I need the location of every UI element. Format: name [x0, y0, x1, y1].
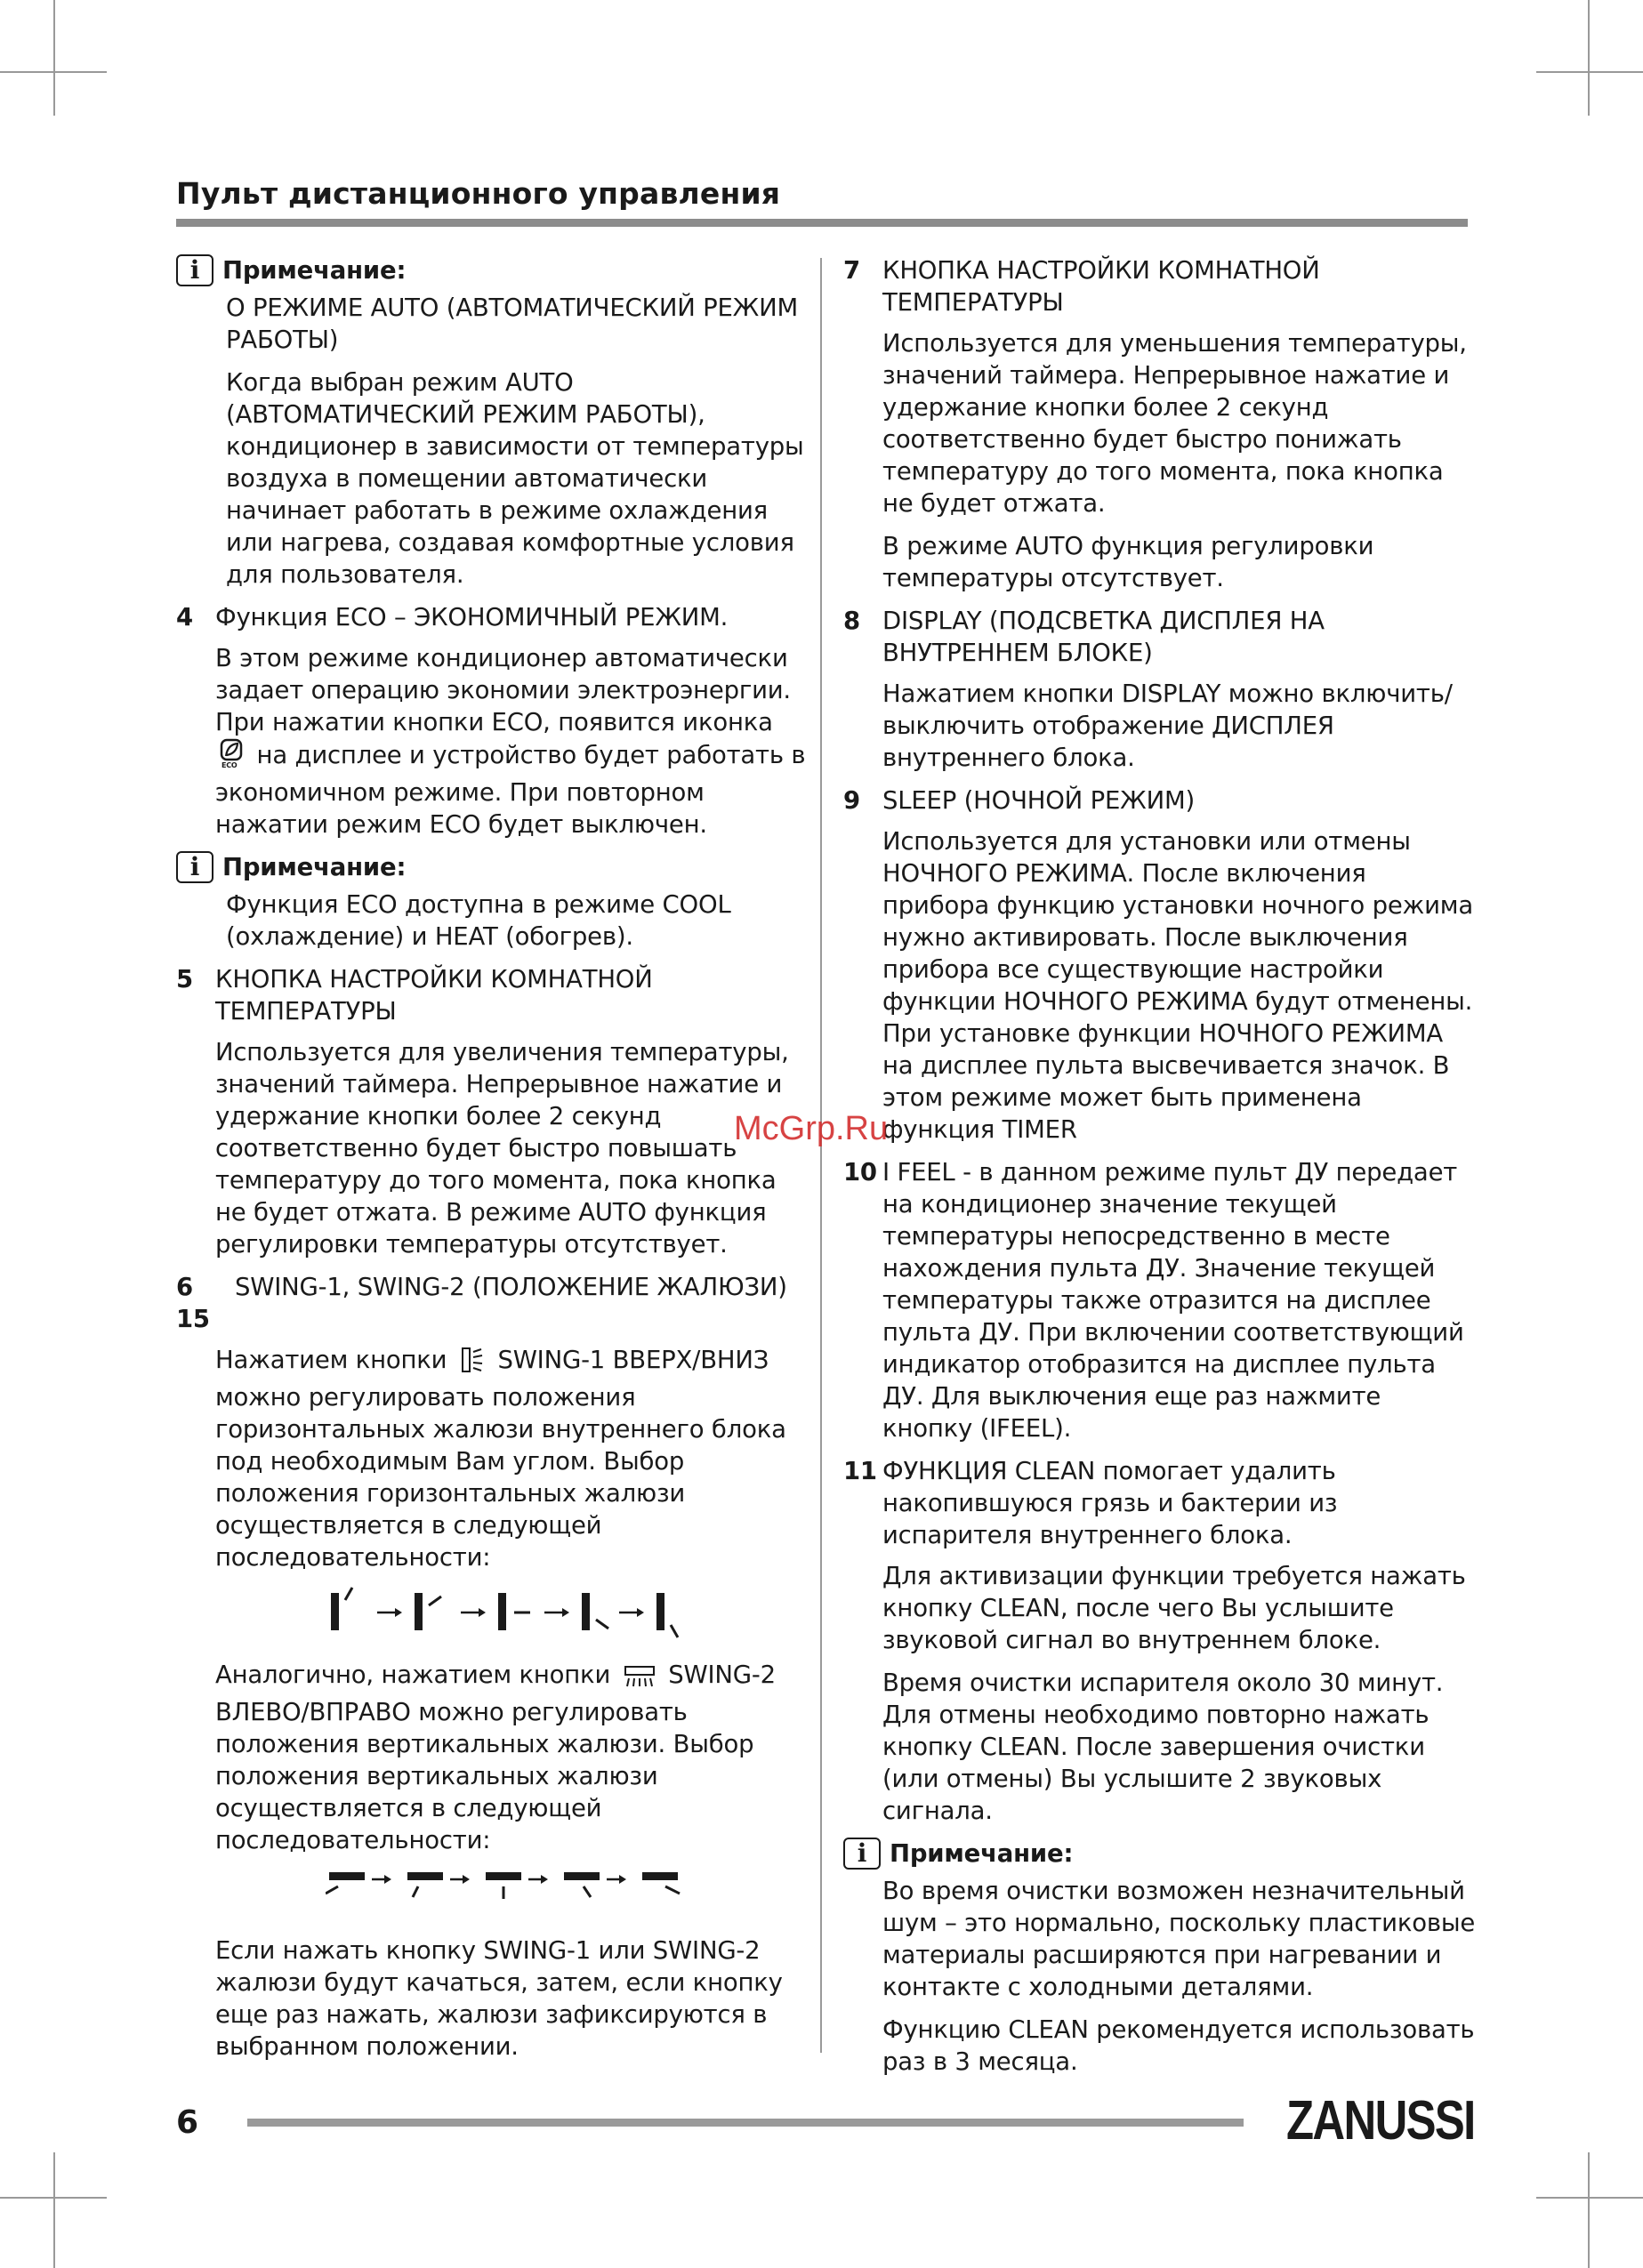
item-body [176, 642, 809, 840]
column-divider [820, 258, 822, 2053]
item-4 [176, 601, 809, 840]
item-paragraph: Нажатием кнопки DISPLAY можно включить/выключить отображение ДИСПЛЕЯ внутреннего блока. [882, 680, 1453, 772]
crop-mark [53, 2152, 55, 2268]
eco-text-a: В этом режиме кондиционер автоматически задает операцию экономии электроэнергии. При нажатии кнопки ECO, появится иконка [215, 644, 791, 736]
item-number: 5 [176, 965, 193, 993]
left-column [176, 254, 809, 2073]
item-header [176, 601, 809, 633]
item-number: 4 [176, 603, 193, 631]
item-header [843, 254, 1477, 318]
item-header [843, 605, 1477, 669]
louver-sequence-leftright [326, 1867, 699, 1917]
crop-mark [1536, 71, 1643, 73]
item-body [843, 1560, 1477, 1827]
item-title: КНОПКА НАСТРОЙКИ КОМНАТНОЙ ТЕМПЕРАТУРЫ [215, 965, 653, 1025]
note-header [176, 254, 809, 286]
crop-mark [0, 71, 107, 73]
item-text: I FEEL - в данном режиме пульт ДУ передает на кондиционер значение текущей температуры непосредственно в месте нахождения пульта ДУ. Значение текущей температуры также отразится на дисплее пульта ДУ. При включении соответствующий индикатор отобразится на дисплее пульта ДУ. Для выключения еще раз нажмите кнопку (IFEEL). [882, 1158, 1464, 1443]
header-rule [176, 219, 1468, 227]
item-body [843, 678, 1477, 774]
page-title: Пульт дистанционного управления [176, 176, 781, 211]
swing1-text-a: Нажатием кнопки [215, 1346, 447, 1374]
eco-text-b: на дисплее и устройство будет работать в экономичном режиме. При повторном нажатии режим ECO будет выключен. [215, 741, 806, 839]
brand-logo: ZANUSSI [1286, 2090, 1475, 2151]
crop-mark [1588, 0, 1590, 116]
item-header [176, 1271, 809, 1335]
note-auto [176, 254, 809, 591]
footer-rule [247, 2119, 1244, 2127]
item-6-15 [176, 1271, 809, 2063]
item-7 [843, 254, 1477, 594]
swing1-text-b: SWING-1 ВВЕРХ/ВНИЗ можно регулировать положения горизонтальных жалюзи внутреннего блока под необходимым Вам углом. Выбор положения горизонтальных жалюзи осуществляется в следующей последовательности: [215, 1346, 786, 1572]
crop-mark [0, 2197, 107, 2199]
item-header [176, 963, 809, 1027]
item-5 [176, 963, 809, 1260]
item-paragraph: Для активизации функции требуется нажать кнопку CLEAN, после чего Вы услышите звуковой сигнал во внутреннем блоке. [882, 1562, 1466, 1654]
item-text: ФУНКЦИЯ CLEAN помогает удалить накопившуюся грязь и бактерии из испарителя внутреннего блока. [882, 1457, 1338, 1549]
item-number: 7 [843, 256, 860, 285]
note-label: Примечание: [890, 1839, 1074, 1868]
item-number: 9 [843, 786, 860, 815]
info-icon: i [843, 1838, 881, 1870]
swing2-text-a: Аналогично, нажатием кнопки [215, 1661, 611, 1689]
info-icon: i [176, 254, 213, 286]
note-paragraph: Когда выбран режим AUTO (АВТОМАТИЧЕСКИЙ РЕЖИМ РАБОТЫ), кондиционер в зависимости от температуры воздуха в помещении автоматически начинает работать в режиме охлаждения или нагрева, создавая комфортные условия для пользователя. [226, 368, 804, 589]
page-number: 6 [176, 2104, 199, 2141]
item-body [176, 1344, 809, 2063]
item-paragraph: Время очистки испарителя около 30 минут. Для отмены необходимо повторно нажать кнопку CLEAN. После завершения очистки (или отмены) Вы услышите 2 звуковых сигнала. [882, 1669, 1444, 1825]
note-body [176, 889, 809, 953]
vertical-louver-sequence [215, 1584, 809, 1641]
horizontal-louver-sequence [215, 1867, 809, 1917]
item-body [176, 1036, 809, 1260]
item-title: КНОПКА НАСТРОЙКИ КОМНАТНОЙ ТЕМПЕРАТУРЫ [882, 256, 1320, 317]
note-clean [843, 1838, 1477, 2078]
item-8 [843, 605, 1477, 774]
crop-mark [53, 0, 55, 116]
swing2-text-b: SWING-2 ВЛЕВО/ВПРАВО можно регулировать положения вертикальных жалюзи. Выбор положения вертикальных жалюзи осуществляется в следующей последовательности: [215, 1661, 776, 1854]
item-11 [843, 1455, 1477, 1827]
note-label: Примечание: [222, 256, 407, 285]
item-number: 10 [843, 1158, 877, 1186]
note-header [176, 851, 809, 883]
item-header [843, 1455, 1477, 1551]
item-body [843, 327, 1477, 594]
item-10 [843, 1156, 1477, 1444]
item-number: 6 15 [176, 1273, 210, 1333]
item-title: Функция ECO – ЭКОНОМИЧНЫЙ РЕЖИМ. [215, 603, 729, 631]
note-eco [176, 851, 809, 953]
note-paragraph: Функция ECO доступна в режиме COOL (охлаждение) и HEAT (обогрев). [226, 890, 731, 951]
item-number: 11 [843, 1457, 877, 1485]
item-number: 8 [843, 607, 860, 635]
crop-mark [1536, 2197, 1643, 2199]
note-label: Примечание: [222, 853, 407, 881]
item-9 [843, 784, 1477, 1146]
item-title: SWING-1, SWING-2 (ПОЛОЖЕНИЕ ЖАЛЮЗИ) [235, 1273, 787, 1301]
swing-updown-icon [460, 1347, 485, 1381]
item-paragraph: Используется для уменьшения температуры, значений таймера. Непрерывное нажатие и удержание кнопки более 2 секунд соответственно будет быстро понижать температуру до того момента, пока кнопка не будет отжата. [882, 329, 1467, 518]
note-paragraph: Во время очистки возможен незначительный шум – это нормально, поскольку пластиковые материалы расширяются при нагревании и контакте с холодными деталями. [882, 1877, 1476, 2001]
note-paragraph: О РЕЖИМЕ AUTO (АВТОМАТИЧЕСКИЙ РЕЖИМ РАБОТЫ) [226, 294, 798, 354]
louver-sequence-updown [326, 1584, 699, 1641]
eco-leaf-icon [219, 738, 246, 776]
note-body [843, 1875, 1477, 2078]
info-icon: i [176, 851, 213, 883]
item-paragraph: В режиме AUTO функция регулировки температуры отсутствует. [882, 532, 1374, 592]
swing-leftright-icon [624, 1664, 656, 1696]
item-header [843, 784, 1477, 816]
watermark: McGrp.Ru [734, 1110, 889, 1147]
note-header [843, 1838, 1477, 1870]
right-column [843, 254, 1477, 2088]
item-paragraph [215, 1659, 809, 1856]
crop-mark [1588, 2152, 1590, 2268]
item-title: DISPLAY (ПОДСВЕТКА ДИСПЛЕЯ НА ВНУТРЕННЕМ БЛОКЕ) [882, 607, 1325, 667]
item-paragraph: Если нажать кнопку SWING-1 или SWING-2 жалюзи будут качаться, затем, если кнопку еще раз нажать, жалюзи зафиксируются в выбранном положении. [215, 1936, 783, 2061]
item-paragraph [215, 642, 809, 840]
eco-label: ECO [221, 761, 238, 768]
item-paragraph [215, 1344, 809, 1573]
note-paragraph: Функцию CLEAN рекомендуется использовать раз в 3 месяца. [882, 2015, 1475, 2076]
item-paragraph: Используется для увеличения температуры, значений таймера. Непрерывное нажатие и удержание кнопки более 2 секунд соответственно будет быстро повышать температуру до того момента, пока кнопка не будет отжата. В режиме AUTO функция регулировки температуры отсутствует. [215, 1038, 789, 1259]
item-paragraph: Используется для установки или отмены НОЧНОГО РЕЖИМА. После включения прибора функцию установки ночного режима нужно активировать. После выключения прибора все существующие настройки функции НОЧНОГО РЕЖИМА будут отменены. При установке функции НОЧНОГО РЕЖИМА на дисплее пульта высвечивается значок. В этом режиме может быть применена функция TIMER [882, 827, 1473, 1144]
note-body [176, 292, 809, 591]
item-header [843, 1156, 1477, 1444]
item-title: SLEEP (НОЧНОЙ РЕЖИМ) [882, 786, 1196, 815]
item-body [843, 825, 1477, 1146]
